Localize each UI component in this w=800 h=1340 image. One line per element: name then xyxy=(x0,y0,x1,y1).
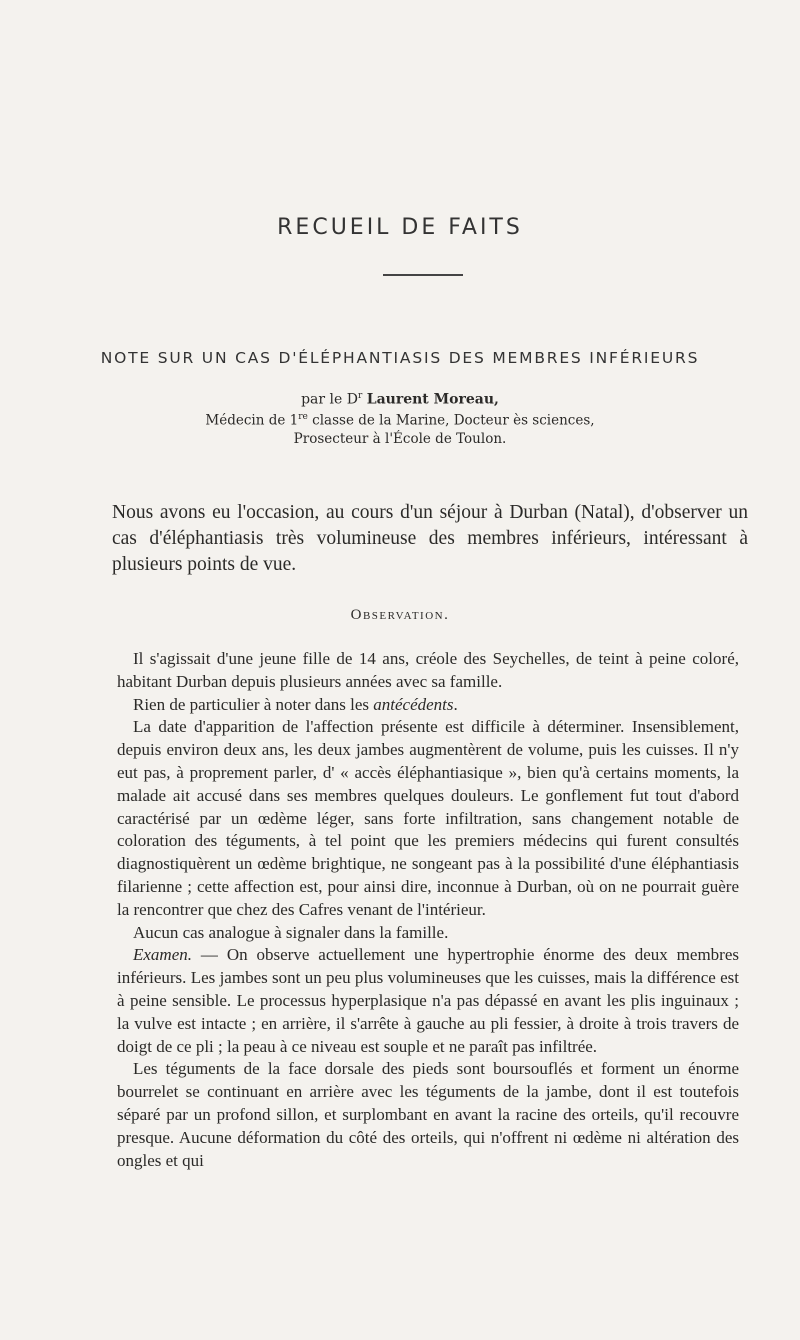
paragraph-2-text: Rien de particulier à noter dans les xyxy=(133,694,374,714)
affiliation-text-b: classe de la Marine, Docteur ès sciences, xyxy=(307,412,595,429)
affiliation-line-1 xyxy=(0,412,800,429)
byline-prefix: par le D xyxy=(301,391,358,408)
byline xyxy=(0,386,800,410)
observation-heading: Observation. xyxy=(350,607,450,623)
paragraph-2-emphasis: antécédents xyxy=(373,694,454,714)
title-rule xyxy=(383,274,463,276)
paragraph-5 xyxy=(117,944,739,1058)
byline-sup: r xyxy=(357,391,363,401)
intro-paragraph: Nous avons eu l'occasion, au cours d'un séjour à Durban (Natal), d'observer un cas d'éléphantiasis très volumineuse des membres inférieurs, intéressant à plusieurs points de vue. xyxy=(112,502,748,575)
paragraph-1: Il s'agissait d'une jeune fille de 14 ans, créole des Seychelles, de teint à peine coloré, habitant Durban depuis plusieurs années avec sa famille. xyxy=(117,649,739,691)
paragraph-4: Aucun cas analogue à signaler dans la famille. xyxy=(133,922,449,942)
body-text xyxy=(117,648,739,1172)
affiliation-text-a: Médecin de 1 xyxy=(205,412,299,429)
paragraph-2 xyxy=(117,694,739,717)
paragraph-3: La date d'apparition de l'affection présente est difficile à déterminer. Insensiblement, depuis environ deux ans, les deux jambes augmentèrent de volume, puis les cuisses. Il n'y eut pas, à proprement parler, d' « accès éléphantiasique », bien qu'à certains moments, la malade ait accusé dans ses membres quelques douleurs. Le gonflement fut tout d'abord caractérisé par un œdème léger, sans forte infiltration, sans changement notable de coloration des téguments, à tel point que les premiers médecins qui furent consultés diagnostiquèrent un œdème brightique, ne songeant pas à la possibilité d'une éléphantiasis filarienne ; cette affection est, pour ainsi dire, inconnue à Durban, où on ne pourrait guère la rencontrer que chez des Cafres venant de l'intérieur. xyxy=(117,717,739,919)
paragraph-5-text: — On observe actuellement une hypertrophie énorme des deux membres inférieurs. Les jambes sont un peu plus volumineuses que les cuisses, mais la différence est à peine sensible. Le processus hyperplasique n'a pas dépassé en avant les plis inguinaux ; la vulve est intacte ; en arrière, il s'arrête à gauche au pli fessier, à droite à trois travers de doigt de ce pli ; la peau à ce niveau est souple et ne paraît pas infiltrée. xyxy=(117,945,739,1056)
paragraph-5-emphasis: Examen. xyxy=(133,945,193,965)
article-title: NOTE SUR UN CAS D'ÉLÉPHANTIASIS DES MEMBRES INFÉRIEURS xyxy=(100,349,700,367)
author-name: Laurent Moreau, xyxy=(366,391,499,408)
affiliation-line-2: Prosecteur à l'École de Toulon. xyxy=(293,431,507,447)
affiliation-sup: re xyxy=(298,412,308,422)
paragraph-6: Les téguments de la face dorsale des pieds sont boursouflés et forment un énorme bourrelet se continuant en arrière avec les téguments de la jambe, dont il est toutefois séparé par un profond sillon, et surplombant en avant la racine des orteils, qu'il recouvre presque. Aucune déformation du côté des orteils, qui n'offrent ni œdème ni altération des ongles et qui xyxy=(117,1059,739,1170)
paragraph-2-end: . xyxy=(453,694,458,714)
section-title: RECUEIL DE FAITS xyxy=(277,215,523,240)
